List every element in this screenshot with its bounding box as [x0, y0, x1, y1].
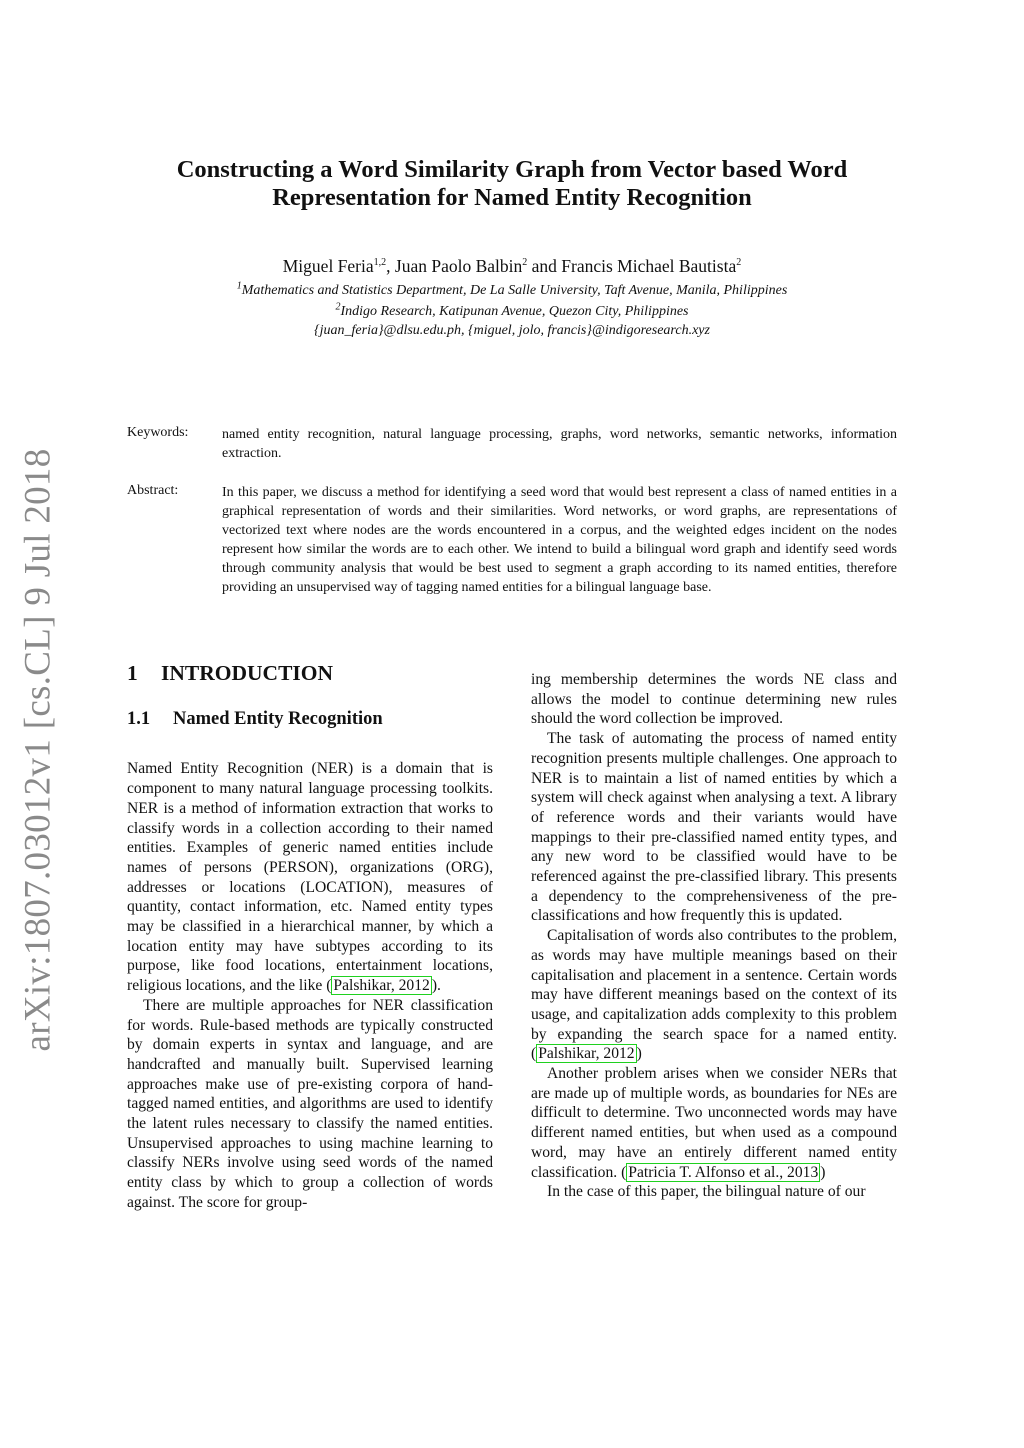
- subsection-number: 1.1: [127, 708, 151, 729]
- paragraph: [531, 926, 897, 1064]
- affiliation-2-text: Indigo Research, Katipunan Avenue, Quezon City, Philippines: [340, 304, 689, 319]
- keywords-label: Keywords:: [127, 425, 189, 440]
- paragraph: [531, 1064, 897, 1182]
- citation-link[interactable]: Patricia T. Alfonso et al., 2013: [628, 1163, 819, 1181]
- affiliation-2: [130, 301, 894, 320]
- author-1-affiliation: 1,2: [373, 257, 387, 269]
- paragraph-text: ing membership determines the words NE class and allows the model to continue determining new rules should the word collection be improved.: [531, 671, 897, 728]
- paragraph-text: Capitalisation of words also contributes to the problem, as words may have multiple meanings based on their capitalisation and placement in a sentence. Certain words may have different meanings based on the context of its usage, and capitalization adds complexity to this problem by expanding the search space for a named entity. (: [531, 927, 897, 1063]
- right-column: [531, 670, 897, 1202]
- paragraph-text: Another problem arises when we consider NERs that are made up of multiple words, as boundaries for NEs are difficult to determine. Two unconnected words may have different named entities, but when used as a compound word, may have an entirely different named entity classification. (: [531, 1065, 897, 1181]
- abstract-label: Abstract:: [127, 483, 179, 498]
- keywords-text: named entity recognition, natural language processing, graphs, word networks, semantic networks, information extraction.: [222, 427, 897, 461]
- title-line-2: Representation for Named Entity Recognition: [272, 184, 752, 211]
- section-number: 1: [127, 661, 138, 685]
- paper-title: [130, 156, 894, 212]
- author-list: [130, 256, 894, 277]
- affiliation-2-marker: 2: [335, 301, 341, 313]
- citation-link[interactable]: Palshikar, 2012: [333, 977, 430, 995]
- subsection-title: Named Entity Recognition: [173, 708, 383, 729]
- paragraph-text: ): [820, 1163, 826, 1181]
- paragraph: [531, 1182, 897, 1202]
- paragraph: [127, 759, 493, 995]
- paragraph-text: There are multiple approaches for NER classification for words. Rule-based methods are typically constructed by domain experts in syntax and language, and are handcrafted and manually built. Supervised learning approaches make use of pre-existing corpora of hand-tagged named entities, and algorithms are used to identify the latent rules necessary to classify the named entities. Unsupervised approaches to using machine learning to classify NERs involve using seed words of the named entity class by which to group a collection of words against. The score for group-: [127, 996, 493, 1211]
- author-3-affiliation: 2: [736, 257, 742, 269]
- section-heading: [127, 661, 493, 685]
- author-2-affiliation: 2: [522, 257, 528, 269]
- paragraph: [127, 996, 493, 1213]
- title-line-1: Constructing a Word Similarity Graph from Vector based Word: [176, 156, 848, 183]
- paragraph: [531, 729, 897, 926]
- paragraph-text: The task of automating the process of named entity recognition presents multiple challenges. One approach to NER is to maintain a list of named entities by which a system will check against when analysing a text. A library of reference words and their variants would have mappings to their pre-classified named entity types, and any new word to be classified would have to be referenced against the pre-classified library. This presents a dependency to the comprehensiveness of the pre-classifications and how frequently this is updated.: [531, 730, 897, 925]
- author-2: , Juan Paolo Balbin: [386, 256, 523, 276]
- affiliation-1-marker: 1: [236, 280, 242, 292]
- paragraph-text: ).: [431, 977, 441, 995]
- affiliation-1-text: Mathematics and Statistics Department, De La Salle University, Taft Avenue, Manila, Philippines: [241, 283, 788, 298]
- paragraph-text: In the case of this paper, the bilingual nature of our: [547, 1183, 866, 1201]
- paragraph: [531, 670, 897, 729]
- affiliation-1: [130, 280, 894, 299]
- left-column: [127, 661, 493, 1213]
- paragraph-text: ): [636, 1045, 642, 1063]
- arxiv-stamp: arXiv:1807.03012v1 [cs.CL] 9 Jul 2018: [17, 448, 59, 1052]
- citation-link[interactable]: Palshikar, 2012: [538, 1045, 635, 1063]
- author-3: and Francis Michael Bautista: [527, 256, 737, 276]
- section-title: INTRODUCTION: [161, 661, 334, 685]
- paragraph-text: Named Entity Recognition (NER) is a domain that is component to many natural language processing toolkits. NER is a method of information extraction that works to classify words in a collection according to their named entities. Examples of generic named entities include names of persons (PERSON), organizations (ORG), addresses or locations (LOCATION), measures of quantity, contact information, etc. Named entity types may be classified in a hierarchical manner, by which a location entity may have subtypes according to its purpose, like food locations, entertainment locations, religious locations, and the like (: [127, 760, 493, 995]
- abstract-text: In this paper, we discuss a method for identifying a seed word that would best represent a class of named entities in a graphical representation of words and their similarities. Word networks, or word graphs, are representations of vectorized text where nodes are the words encountered in a corpus, and the weighted edges incident on the nodes represent how similar the words are to each other. We intend to build a bilingual word graph and identify seed words through community analysis that would be best used to segment a graph according to its named entities, therefore providing an unsupervised way of tagging named entities for a bilingual language base.: [222, 485, 897, 595]
- subsection-heading: [127, 710, 493, 730]
- author-emails: {juan_feria}@dlsu.edu.ph, {miguel, jolo, francis}@indigoresearch.xyz: [314, 323, 710, 338]
- author-1: Miguel Feria: [282, 256, 374, 276]
